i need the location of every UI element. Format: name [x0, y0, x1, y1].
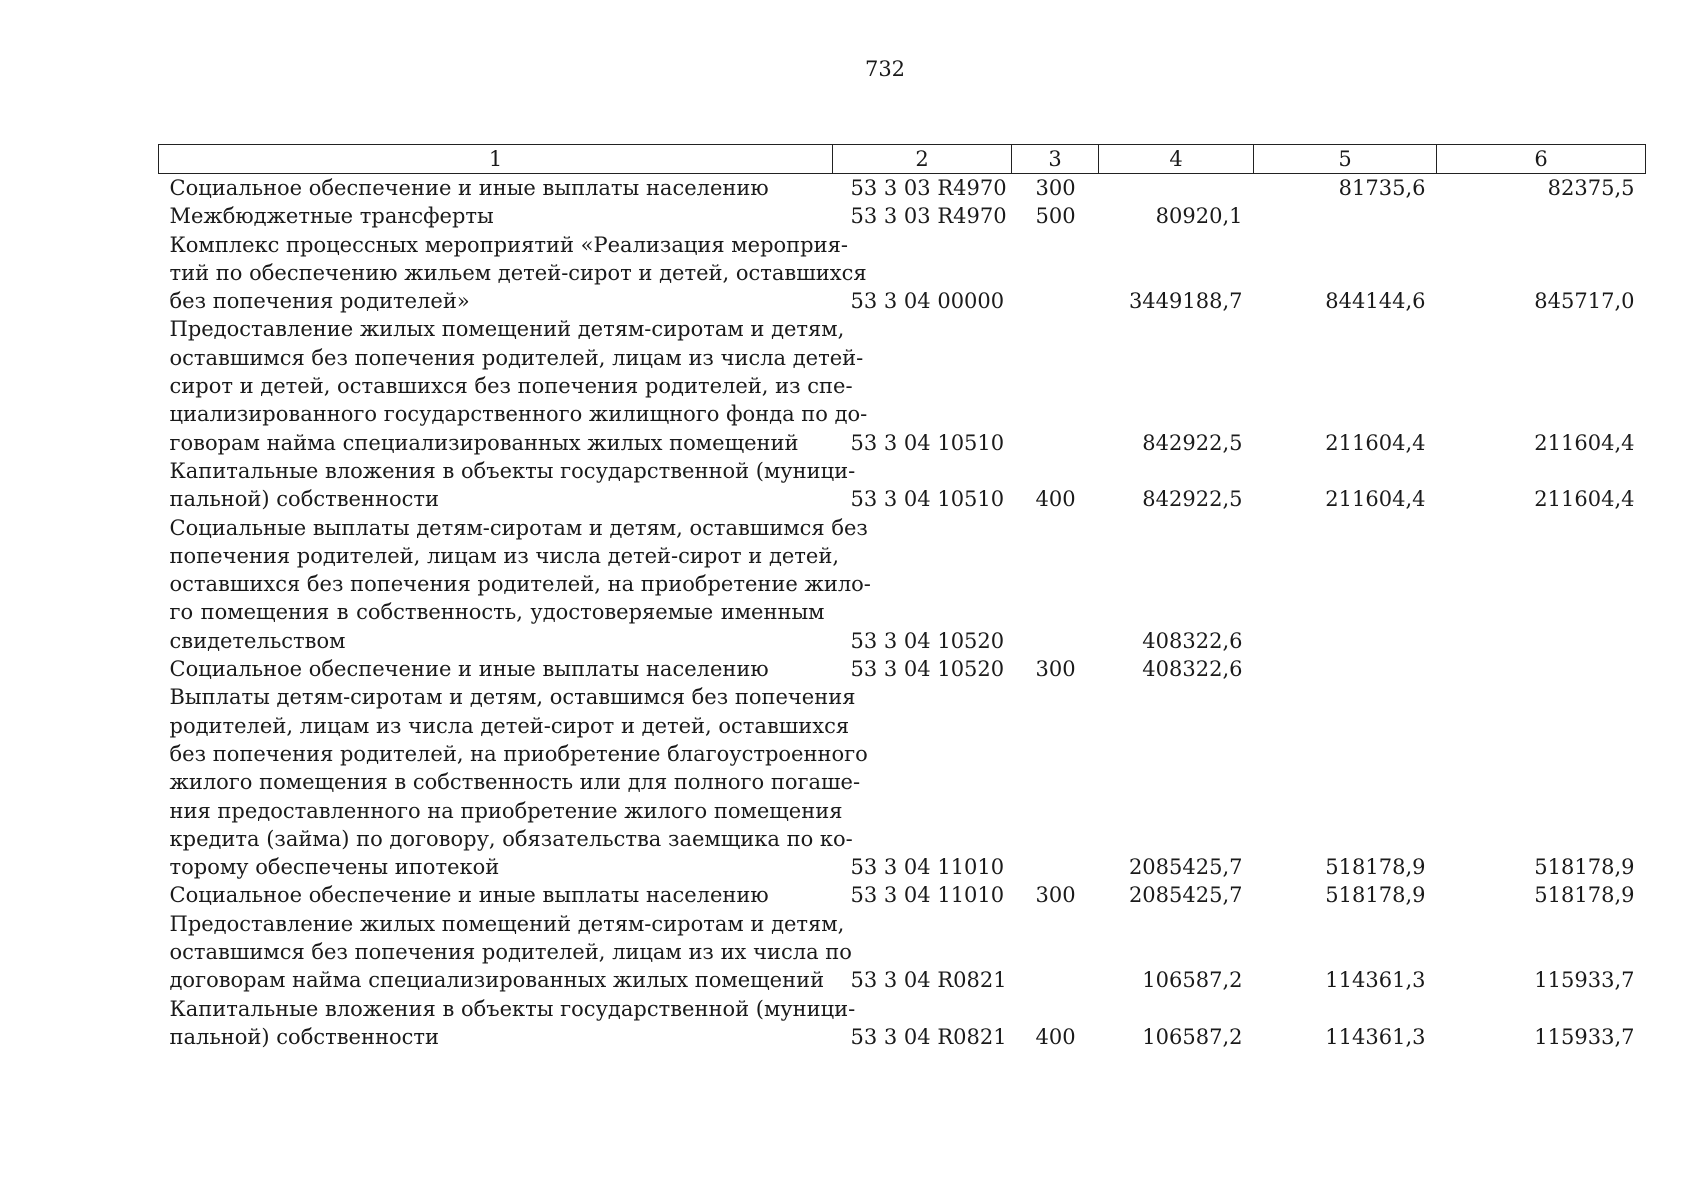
- row-name: [159, 655, 833, 683]
- row-expense-type: 400: [1035, 487, 1076, 512]
- table-row: [159, 683, 1646, 881]
- row-name: [159, 910, 852, 995]
- row-value-col-6: [1437, 655, 1646, 683]
- row-value-col-4: 842922,5: [1142, 430, 1243, 455]
- budget-table: [158, 144, 1646, 1051]
- row-value-col-4: 3449188,7: [1128, 289, 1243, 314]
- row-name-line: Комплекс процессных мероприятий «Реализация мероприя-: [169, 232, 848, 257]
- header-row: [159, 145, 1646, 174]
- row-value-col-5: [1254, 655, 1437, 683]
- row-expense-type: 500: [1035, 204, 1076, 229]
- table-row: [159, 174, 1646, 203]
- row-value-col-6: 518178,9: [1534, 883, 1635, 908]
- row-name: [159, 995, 856, 1052]
- table-row: [159, 881, 1646, 909]
- row-value-col-5: 518178,9: [1325, 855, 1426, 880]
- header-col-1: 1: [159, 145, 833, 174]
- row-name-line: Социальное обеспечение и иные выплаты населению: [169, 657, 769, 682]
- row-name-line: ния предоставленного на приобретение жилого помещения: [169, 798, 843, 823]
- header-col-5: 5: [1254, 145, 1437, 174]
- header-col-2: 2: [833, 145, 1012, 174]
- table-row: [159, 457, 1646, 514]
- row-name-line: родителей, лицам из числа детей-сирот и детей, оставшихся: [169, 713, 850, 738]
- row-expense-type: 300: [1035, 657, 1076, 682]
- row-name-line: Социальное обеспечение и иные выплаты населению: [169, 883, 769, 908]
- row-code: 53 3 03 R4970: [850, 204, 1007, 229]
- row-name-line: Социальное обеспечение и иные выплаты населению: [169, 176, 769, 200]
- row-value-col-4: 106587,2: [1142, 968, 1243, 993]
- row-name-line: говорам найма специализированных жилых помещений: [169, 430, 799, 455]
- row-expense-type: 300: [1035, 883, 1076, 908]
- row-code: 53 3 04 10520: [850, 657, 1005, 682]
- row-code: 53 3 04 11010: [850, 855, 1005, 880]
- row-name-line: Социальные выплаты детям-сиротам и детям, оставшимся без: [169, 515, 868, 540]
- row-code: 53 3 04 R0821: [850, 968, 1007, 993]
- row-expense-type: [1012, 514, 1099, 655]
- row-name-line: торому обеспечены ипотекой: [169, 855, 500, 880]
- row-name-line: договорам найма специализированных жилых помещений: [169, 968, 825, 993]
- row-value-col-4: [1099, 174, 1254, 203]
- row-code: 53 3 04 11010: [850, 883, 1005, 908]
- row-value-col-6: 115933,7: [1534, 1024, 1635, 1049]
- row-value-col-5: 844144,6: [1325, 289, 1426, 314]
- row-name-line: попечения родителей, лицам из числа детей-сирот и детей,: [169, 543, 840, 568]
- row-name-line: Предоставление жилых помещений детям-сиротам и детям,: [169, 911, 845, 936]
- table-row: [159, 231, 1646, 316]
- row-name-line: го помещения в собственность, удостоверяемые именным: [169, 600, 825, 625]
- row-value-col-4: 80920,1: [1155, 204, 1243, 229]
- row-code: 53 3 04 00000: [850, 289, 1005, 314]
- row-name-line: Выплаты детям-сиротам и детям, оставшимся без попечения: [169, 685, 856, 710]
- row-code: 53 3 04 10510: [850, 430, 1005, 455]
- row-name-line: Капитальные вложения в объекты государственной (муници-: [169, 458, 856, 483]
- row-value-col-6: [1437, 514, 1646, 655]
- table-row: [159, 655, 1646, 683]
- row-name-line: оставшимся без попечения родителей, лицам из их числа по: [169, 940, 852, 965]
- table-row: [159, 315, 1646, 456]
- row-name-line: сирот и детей, оставшихся без попечения родителей, из спе-: [169, 374, 853, 399]
- row-name: [159, 881, 833, 909]
- row-value-col-4: 842922,5: [1142, 487, 1243, 512]
- row-name-line: оставшимся без попечения родителей, лицам из числа детей-: [169, 345, 864, 370]
- row-code: 53 3 03 R4970: [850, 176, 1007, 200]
- row-name-line: Предоставление жилых помещений детям-сиротам и детям,: [169, 317, 845, 342]
- row-value-col-6: 211604,4: [1534, 430, 1635, 455]
- row-value-col-4: 2085425,7: [1128, 855, 1243, 880]
- row-expense-type: [1012, 231, 1099, 316]
- row-expense-type: 300: [1035, 176, 1076, 200]
- row-code: 53 3 04 10510: [850, 487, 1005, 512]
- row-expense-type: [1012, 683, 1099, 881]
- row-value-col-4: 106587,2: [1142, 1024, 1243, 1049]
- table-row: [159, 202, 1646, 230]
- header-col-4: 4: [1099, 145, 1254, 174]
- row-value-col-5: 114361,3: [1325, 968, 1426, 993]
- table-row: [159, 514, 1646, 655]
- row-name: [159, 315, 868, 456]
- row-value-col-4: 2085425,7: [1128, 883, 1243, 908]
- row-value-col-6: 518178,9: [1534, 855, 1635, 880]
- row-name-line: тий по обеспечению жильем детей-сирот и детей, оставшихся: [169, 260, 867, 285]
- row-name-line: свидетельством: [169, 628, 346, 653]
- row-code: 53 3 04 10520: [850, 628, 1005, 653]
- row-name: [159, 231, 867, 316]
- row-name-line: пальной) собственности: [169, 487, 439, 512]
- row-name-line: пальной) собственности: [169, 1024, 439, 1049]
- header-col-6: 6: [1437, 145, 1646, 174]
- row-value-col-5: 114361,3: [1325, 1024, 1426, 1049]
- row-name-line: Межбюджетные трансферты: [169, 204, 494, 229]
- row-name-line: Капитальные вложения в объекты государственной (муници-: [169, 996, 856, 1021]
- row-name-line: жилого помещения в собственность или для полного погаше-: [169, 770, 861, 795]
- row-value-col-5: 211604,4: [1325, 487, 1426, 512]
- row-name-line: циализированного государственного жилищного фонда по до-: [169, 402, 868, 427]
- table-header: [159, 145, 1646, 174]
- row-value-col-6: 845717,0: [1534, 289, 1635, 314]
- table-row: [159, 910, 1646, 995]
- row-value-col-6: 82375,5: [1547, 176, 1635, 200]
- row-value-col-6: 115933,7: [1534, 968, 1635, 993]
- row-code: 53 3 04 R0821: [850, 1024, 1007, 1049]
- row-expense-type: 400: [1035, 1024, 1076, 1049]
- row-value-col-5: 518178,9: [1325, 883, 1426, 908]
- row-expense-type: [1012, 315, 1099, 456]
- row-value-col-5: [1254, 514, 1437, 655]
- row-name-line: без попечения родителей, на приобретение благоустроенного: [169, 741, 868, 766]
- header-col-3: 3: [1012, 145, 1099, 174]
- row-value-col-6: [1437, 202, 1646, 230]
- table-body: [159, 174, 1646, 1052]
- row-name: [159, 457, 856, 514]
- row-name-line: кредита (займа) по договору, обязательства заемщика по ко-: [169, 826, 853, 851]
- table-row: [159, 995, 1646, 1052]
- row-name: [159, 174, 833, 203]
- row-name: [159, 683, 868, 881]
- row-value-col-4: 408322,6: [1142, 657, 1243, 682]
- row-name: [159, 202, 833, 230]
- row-value-col-6: 211604,4: [1534, 487, 1635, 512]
- row-name: [159, 514, 871, 655]
- row-value-col-4: 408322,6: [1142, 628, 1243, 653]
- page-number: 732: [864, 57, 906, 81]
- row-value-col-5: 211604,4: [1325, 430, 1426, 455]
- row-value-col-5: 81735,6: [1338, 176, 1426, 200]
- row-name-line: оставшихся без попечения родителей, на приобретение жило-: [169, 572, 871, 597]
- row-expense-type: [1012, 910, 1099, 995]
- row-name-line: без попечения родителей»: [169, 289, 470, 314]
- row-value-col-5: [1254, 202, 1437, 230]
